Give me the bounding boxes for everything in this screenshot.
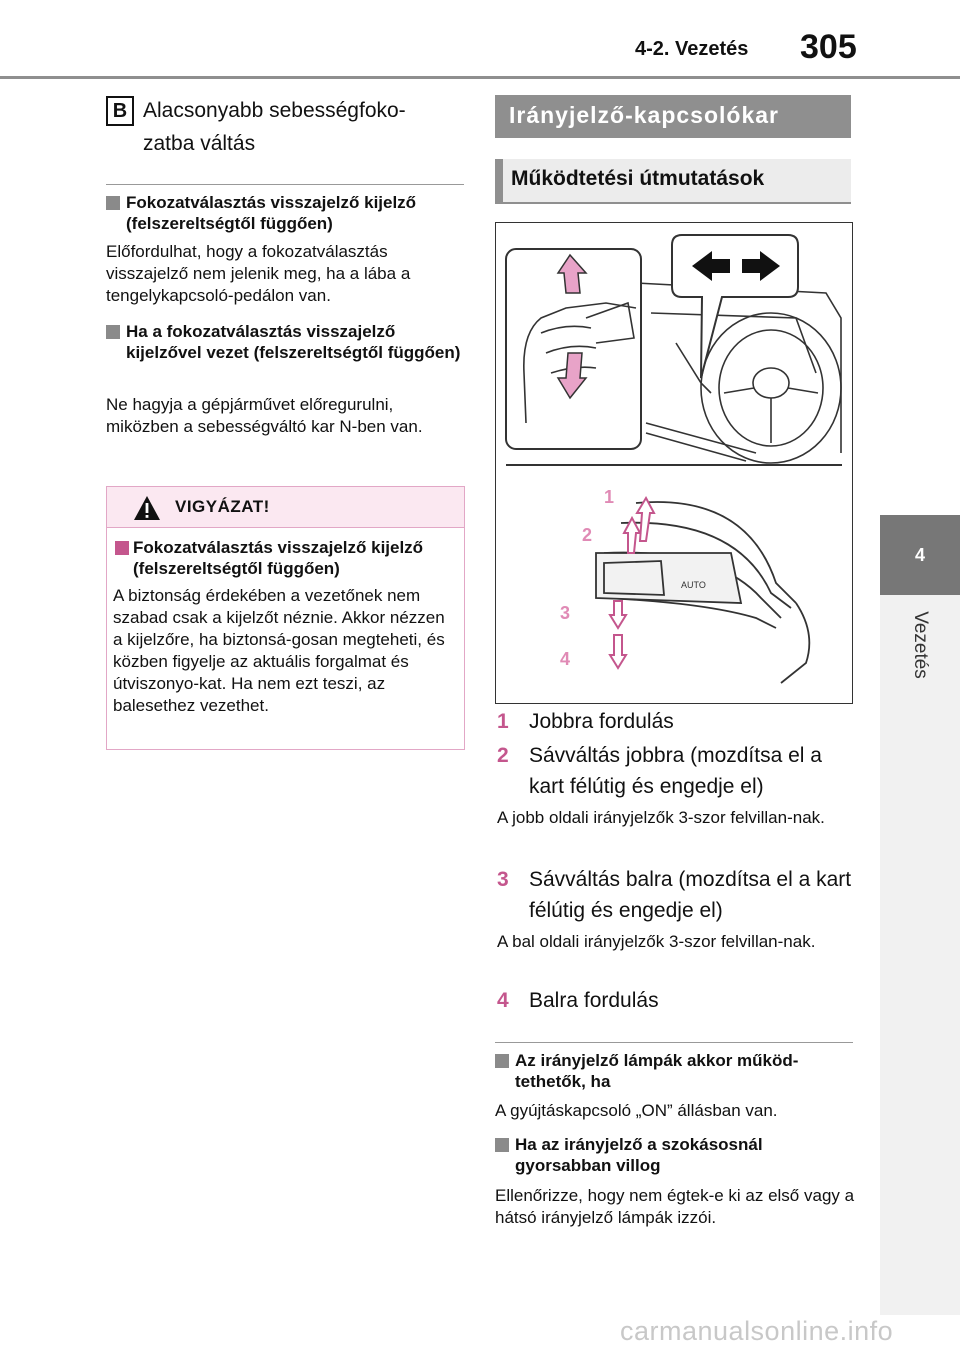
section-body: Ellenőrizze, hogy nem égtek-e ki az első vagy a hátsó irányjelző lámpák izzói. [495,1186,855,1227]
subsection-title: Működtetési útmutatások [511,167,765,190]
position-label-3: 3 [560,603,571,623]
item-number: 4 [497,989,509,1012]
section-title: Irányjelző-kapcsolókar [509,102,779,128]
square-bullet-icon [106,196,120,210]
item-number: 2 [497,744,509,767]
warning-triangle-icon [133,495,161,521]
chapter-number: 4 [914,545,925,565]
section-heading [515,1050,855,1092]
chapter-label: Vezetés [910,611,931,679]
running-header-section: 4-2. Vezetés [635,38,749,60]
section-heading [126,192,456,234]
item-text: Sávváltás balra (mozdítsa el a kart félútig és engedje el) [529,868,852,922]
section-rule [495,1042,853,1043]
section-rule [106,184,464,185]
section-title-bar [495,95,851,138]
instruction-item [497,740,859,804]
section-body: A gyújtáskapcsoló „ON” állásban van. [495,1101,778,1120]
turn-signal-lever-illustration [495,222,853,704]
square-bullet-icon [106,325,120,339]
turn-signal-lever-drawing [496,223,852,703]
section-body: Ne hagyja a gépjárművet előregurulni, miközben a sebességváltó kar N-ben van. [106,395,423,436]
position-label-2: 2 [582,525,593,545]
section-body: Előfordulhat, hogy a fokozatválasztás visszajelző nem jelenik meg, ha a lába a tengelykapcsoló-pedálon van. [106,242,411,305]
lever-auto-label: AUTO [681,580,706,590]
square-bullet-icon [495,1138,509,1152]
page-number: 305 [800,28,857,66]
section-heading-text: Fokozatválasztás visszajelző kijelző (felszereltségtől függően) [126,193,417,233]
header-rule [0,76,960,79]
watermark: carmanualsonline.info [620,1316,894,1346]
chapter-tab-rail [880,595,960,1315]
step-b-text: Alacsonyabb sebességfoko-zatba váltás [143,99,406,155]
item-note: A jobb oldali irányjelzők 3-szor felvillan-nak. [497,808,825,827]
square-bullet-icon [495,1054,509,1068]
square-bullet-icon [115,541,129,555]
step-badge: B [106,96,134,126]
item-number: 1 [497,710,509,733]
section-heading-text: Az irányjelző lámpák akkor működ-tethetők, ha [515,1051,799,1091]
warning-box [106,486,465,750]
section-heading [126,321,461,363]
warning-title: VIGYÁZAT! [175,497,270,516]
position-label-4: 4 [560,649,571,669]
instruction-item [497,706,859,737]
instruction-item [497,985,859,1016]
callout-bubble [672,235,798,378]
section-heading-text: Ha a fokozatválasztás visszajelző kijelzővel vezet (felszereltségtől függően) [126,322,461,362]
section-heading [515,1134,855,1176]
position-3-arrow-icon [610,601,626,628]
warning-body: A biztonság érdekében a vezetőnek nem szabad csak a kijelzőt néznie. Akkor nézzen a kijelzőre, ha biztonsá-gosan megteheti, és közben figyelje az aktuális forgalmat és útviszonyo-kat. Ha nem ezt teszi, az balesethez vezethet. [113,586,445,715]
chapter-tab-label-box [880,600,960,690]
subsection-title-accent [495,159,503,202]
position-1-arrow-icon [637,498,654,541]
position-label-1: 1 [604,487,615,507]
subsection-title-bar [495,159,851,204]
position-4-arrow-icon [610,635,626,668]
item-text: Jobbra fordulás [529,710,674,733]
instruction-item [497,864,859,928]
chapter-tab [880,515,960,595]
warning-heading [133,537,458,579]
item-text: Sávváltás jobbra (mozdítsa el a kart félútig és engedje el) [529,744,822,798]
item-text: Balra fordulás [529,989,659,1012]
item-number: 3 [497,868,509,891]
warning-heading-text: Fokozatválasztás visszajelző kijelző (felszereltségtől függően) [133,538,424,578]
section-heading-text: Ha az irányjelző a szokásosnál gyorsabban villog [515,1135,763,1175]
item-note: A bal oldali irányjelzők 3-szor felvillan-nak. [497,932,816,951]
warning-header [107,487,464,528]
dashboard-steering-wheel-drawing [636,283,841,463]
